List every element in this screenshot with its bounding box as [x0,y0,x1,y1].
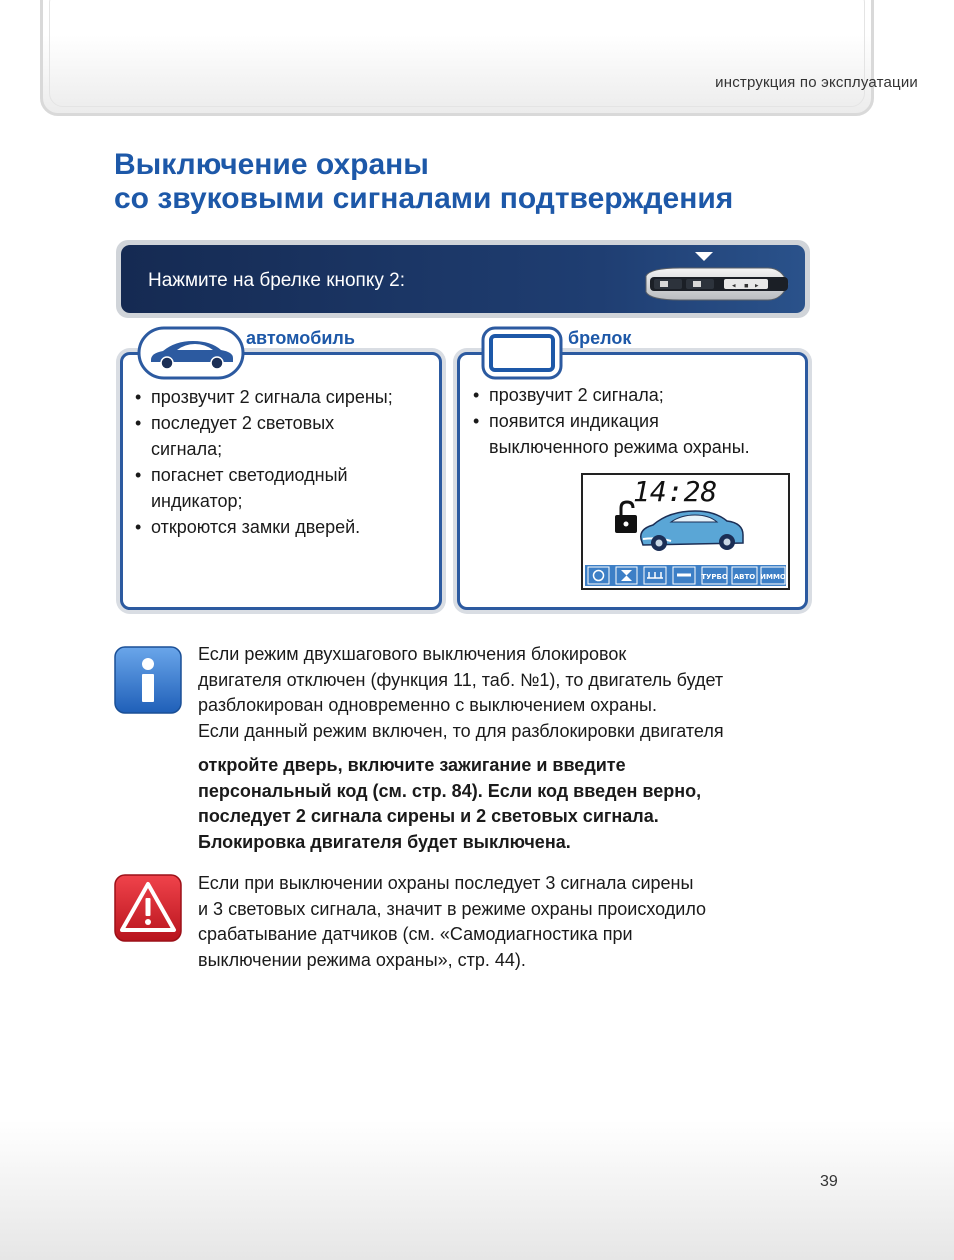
lcd-time: 14:28 [633,475,718,508]
list-item: • последует 2 световых сигнала; [135,410,435,462]
banner-text: Нажмите на брелке кнопку 2: [148,270,406,291]
list-item: • прозвучит 2 сигнала сирены; [135,384,435,410]
info-note-text: Если режим двухшагового выключения блокировок двигателя отключен (функция 11, таб. №1), то двигатель будет разблокирован одновременно с выключением охраны. Если данный режим включен, то для разблокировки двигателя [198,644,724,741]
fob-panel-label: брелок [568,328,632,348]
pointer-arrow-icon [695,252,713,261]
lcd-status-icon-row [585,565,786,586]
car-icon [641,511,743,551]
svg-text:▸: ▸ [755,281,759,290]
fob-lcd-display [581,473,790,590]
unlocked-padlock-icon [615,502,637,533]
key-fob-icon [640,264,790,304]
svg-text:◂: ◂ [732,281,736,290]
car-badge-icon [137,326,245,380]
list-item: • погаснет светодиодный индикатор; [135,462,435,514]
warning-note-text: Если при выключении охраны последует 3 сигнала сирены и 3 световых сигнала, значит в режиме охраны происходило срабатывание датчиков (см. «Самодиагностика при выключении режима охраны», стр. 44). [198,873,707,970]
svg-text:▪: ▪ [744,281,749,290]
svg-text:ИММО: ИММО [760,573,786,581]
page-title [114,148,733,216]
svg-text:ТУРБО: ТУРБО [701,573,728,581]
list-item: • откроются замки дверей. [135,514,435,540]
fob-bullet-list [473,382,803,460]
header-frame [40,0,874,116]
car-panel-label: автомобиль [246,328,355,348]
info-note-bold-text: откройте дверь, включите зажигание и введите персональный код (см. стр. 84). Если код введен верно, последует 2 сигнала сирены и 2 световых сигнала. Блокировка двигателя будет выключена. [198,755,702,852]
page-bottom-gradient [0,1120,954,1260]
fob-badge-icon [481,326,563,380]
warning-icon [114,874,182,942]
svg-text:АВТО: АВТО [733,573,756,581]
info-icon [114,646,182,714]
list-item: • прозвучит 2 сигнала; [473,382,803,408]
list-item: • появится индикация выключенного режима охраны. [473,408,803,460]
page-number: 39 [820,1173,838,1190]
page-title-line-1: Выключение охраны [114,148,429,181]
header-subtitle: инструкция по эксплуатации [715,74,918,91]
page-title-line-2: со звуковыми сигналами подтверждения [114,182,734,215]
car-bullet-list [135,384,435,540]
